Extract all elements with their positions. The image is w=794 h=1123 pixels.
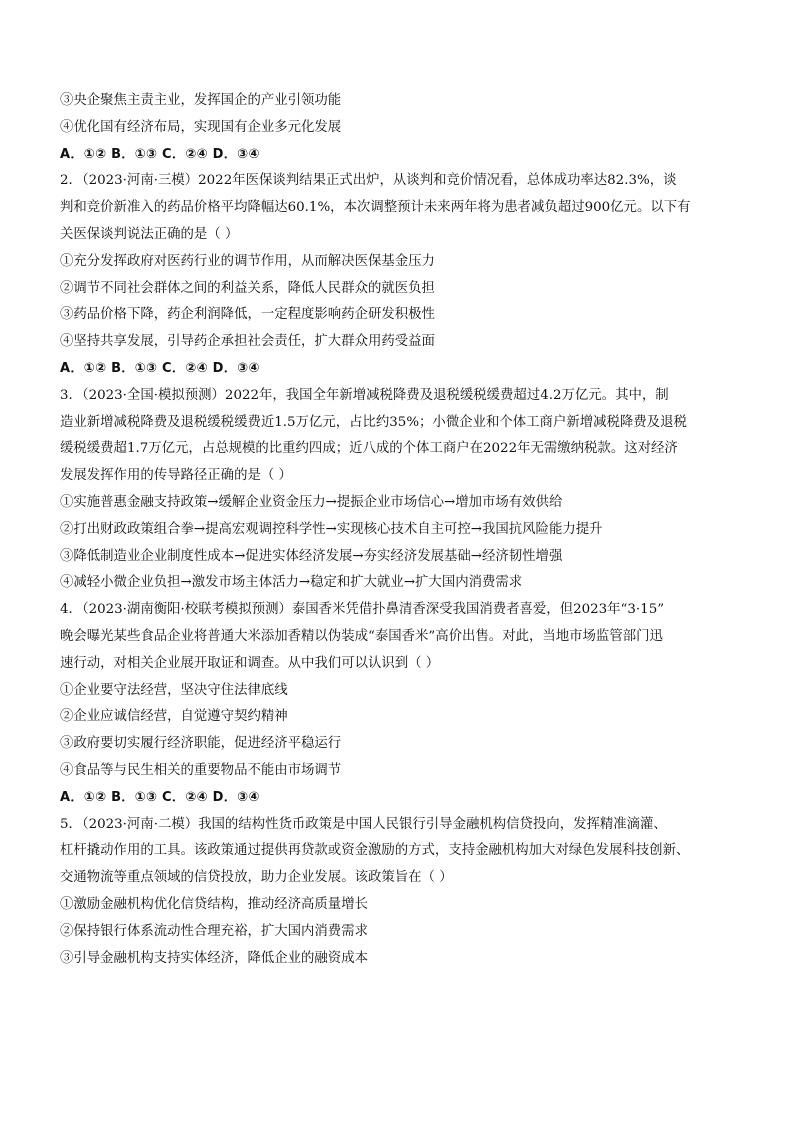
question-stem-line: 判和竞价新准入的药品价格平均降幅达60.1%，本次调整预计未来两年将为患者减负超过900亿元。以下有	[60, 200, 691, 216]
answer-choices: A．①② B．①③ C．②④ D．③④	[60, 360, 260, 376]
question-stem-line: 4．（2023·湖南衡阳·校联考模拟预测）泰国香米凭借扑鼻清香深受我国消费者喜爱，但2023年“3·15”	[60, 602, 665, 618]
question-4	[60, 601, 744, 806]
question-stem-line: 交通物流等重点领域的信贷投放，助力企业发展。该政策旨在（ ）	[60, 870, 453, 886]
option-line: ④减轻小微企业负担→激发市场主体活力→稳定和扩大就业→扩大国内消费需求	[60, 575, 523, 591]
option-line: ③降低制造业企业制度性成本→促进实体经济发展→夯实经济发展基础→经济韧性增强	[60, 548, 563, 564]
question-stem-line: 关医保谈判说法正确的是（ ）	[60, 226, 239, 242]
question-stem-line: 2．（2023·河南·三模）2022年医保谈判结果正式出炉，从谈判和竞价情况看，总体成功率达82.3%，谈	[60, 173, 677, 189]
answer-choices: A．①② B．①③ C．②④ D．③④	[60, 789, 260, 805]
exam-page	[60, 92, 744, 976]
question-stem-line: 速行动，对相关企业展开取证和调查。从中我们可以认识到（ ）	[60, 655, 440, 671]
option-line: ③政府要切实履行经济职能，促进经济平稳运行	[60, 736, 342, 752]
option-line: ④坚持共享发展，引导药企承担社会责任，扩大群众用药受益面	[60, 334, 435, 350]
question-stem-line: 缓税缓费超1.7万亿元，占总规模的比重约四成；近八成的个体工商户在2022年无需缴纳税款。这对经济	[60, 441, 678, 457]
option-line: ②企业应诚信经营，自觉遵守契约精神	[60, 709, 288, 725]
option-line: ④食品等与民生相关的重要物品不能由市场调节	[60, 762, 342, 778]
option-line: ①实施普惠金融支持政策→缓解企业资金压力→提振企业市场信心→增加市场有效供给	[60, 494, 563, 510]
question-1-continuation	[60, 92, 744, 163]
option-line: ③央企聚焦主责主业，发挥国企的产业引领功能	[60, 93, 342, 108]
question-stem-line: 晚会曝光某些食品企业将普通大米添加香精以伪装成“泰国香米”高价出售。对此，当地市场监管部门迅	[60, 628, 663, 644]
question-stem-line: 5．（2023·河南·二模）我国的结构性货币政策是中国人民银行引导金融机构信贷投向，发挥精准滴灌、	[60, 816, 667, 832]
option-line: ②打出财政政策组合拳→提高宏观调控科学性→实现核心技术自主可控→我国抗风险能力提升	[60, 521, 603, 537]
option-line: ①激励金融机构优化信贷结构，推动经济高质量增长	[60, 896, 368, 912]
option-line: ①企业要守法经营，坚决守住法律底线	[60, 682, 288, 698]
question-stem-line: 杠杆撬动作用的工具。该政策通过提供再贷款或资金激励的方式，支持金融机构加大对绿色发展科技创新、	[60, 843, 690, 859]
option-line: ②保持银行体系流动性合理充裕，扩大国内消费需求	[60, 923, 368, 939]
question-stem-line: 3．（2023·全国·模拟预测）2022年，我国全年新增减税降费及退税缓税缓费超过4.2万亿元。其中，制	[60, 387, 669, 403]
question-2	[60, 172, 744, 377]
question-stem-line: 发展发挥作用的传导路径正确的是（ ）	[60, 468, 292, 484]
option-line: ①充分发挥政府对医药行业的调节作用，从而解决医保基金压力	[60, 253, 435, 269]
option-line: ③引导金融机构支持实体经济，降低企业的融资成本	[60, 950, 368, 966]
question-stem-line: 造业新增减税降费及退税缓税缓费近1.5万亿元，占比约35%；小微企业和个体工商户新增减税降费及退税	[60, 414, 687, 430]
option-line: ②调节不同社会群体之间的利益关系，降低人民群众的就医负担	[60, 280, 435, 296]
question-5	[60, 816, 744, 967]
answer-choices: A．①② B．①③ C．②④ D．③④	[60, 146, 260, 162]
option-line: ③药品价格下降，药企利润降低，一定程度影响药企研发积极性	[60, 307, 435, 323]
question-3	[60, 387, 744, 592]
option-line: ④优化国有经济布局，实现国有企业多元化发展	[60, 119, 342, 135]
